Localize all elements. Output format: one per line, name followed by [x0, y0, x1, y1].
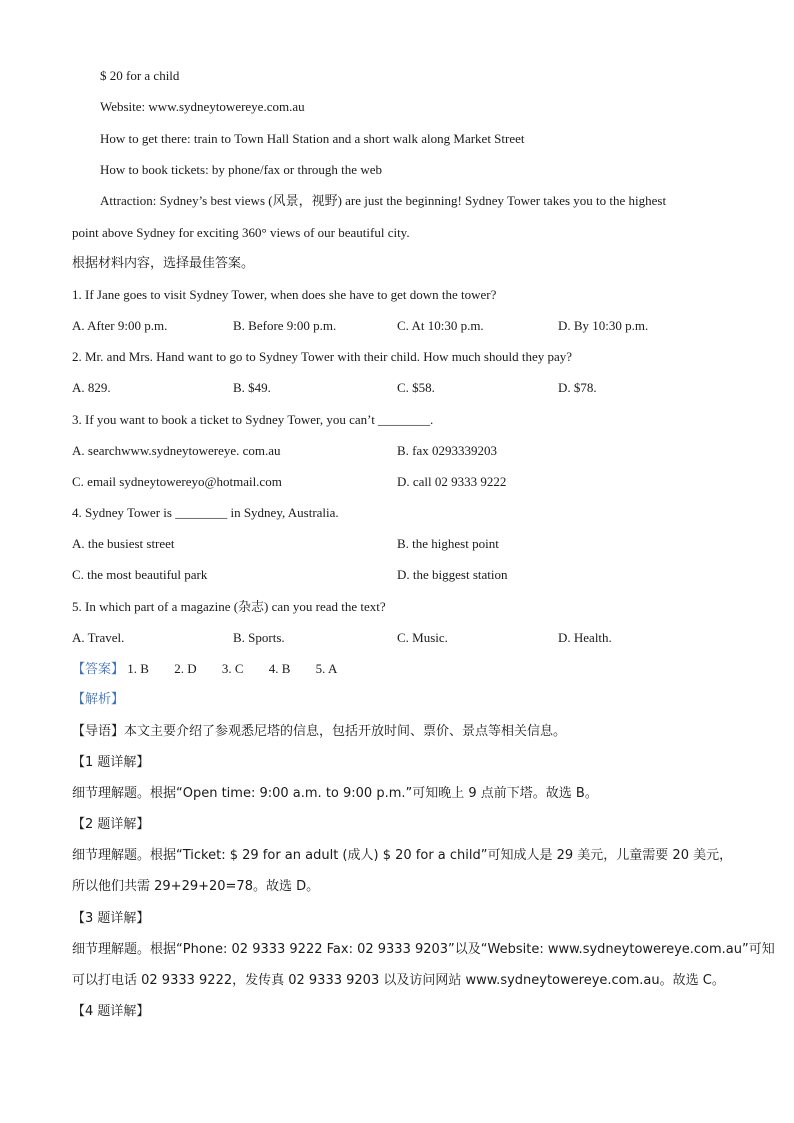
option: B. Before 9:00 p.m.: [233, 318, 337, 333]
answer: 2. D: [174, 661, 197, 676]
question-stem: 2. Mr. and Mrs. Hand want to go to Sydney Tower with their child. How much should they pay?: [72, 349, 573, 364]
detail-label: 【4 题详解】: [72, 1004, 150, 1019]
detail-text: 可以打电话 02 9333 9222，发传真 02 9333 9203 以及访问网站 www.sydneytowereye.com.au。故选 C。: [72, 973, 725, 988]
answer: 5. A: [315, 661, 338, 676]
passage-line: Website: www.sydneytowereye.com.au: [100, 99, 305, 114]
passage-line: How to book tickets: by phone/fax or through the web: [100, 162, 382, 177]
option-row: [72, 566, 772, 584]
option-row: [72, 629, 772, 647]
passage-line: $ 20 for a child: [100, 68, 180, 83]
detail-text: 所以他们共需 29+29+20=78。故选 D。: [72, 879, 320, 894]
answer: 3. C: [221, 661, 244, 676]
guide-text: 【导语】本文主要介绍了参观悉尼塔的信息，包括开放时间、票价、景点等相关信息。: [72, 724, 567, 739]
instruction: 根据材料内容，选择最佳答案。: [72, 256, 255, 271]
answer-label: 【答案】: [72, 662, 125, 677]
passage-line: point above Sydney for exciting 360° views of our beautiful city.: [72, 225, 410, 240]
option: B. the highest point: [397, 536, 499, 551]
question-stem: 1. If Jane goes to visit Sydney Tower, when does she have to get down the tower?: [72, 287, 497, 302]
option: C. Music.: [397, 630, 448, 645]
option: A. 829.: [72, 380, 111, 395]
option: B. fax 0293339203: [397, 443, 498, 458]
option: C. the most beautiful park: [72, 567, 208, 582]
detail-text: 细节理解题。根据“Phone: 02 9333 9222 Fax: 02 9333 9203”以及“Website: www.sydneytowereye.com.au”可知: [72, 942, 775, 957]
detail-text: 细节理解题。根据“Ticket: $ 29 for an adult (成人) $ 20 for a child”可知成人是 29 美元，儿童需要 20 美元，: [72, 848, 733, 863]
option: A. searchwww.sydneytowereye. com.au: [72, 443, 281, 458]
option: B. $49.: [233, 380, 271, 395]
answer-row: [72, 660, 359, 679]
option: A. After 9:00 p.m.: [72, 318, 168, 333]
question-stem: 5. In which part of a magazine (杂志) can you read the text?: [72, 599, 386, 614]
detail-label: 【1 题详解】: [72, 755, 150, 770]
detail-label: 【2 题详解】: [72, 817, 150, 832]
option: C. At 10:30 p.m.: [397, 318, 484, 333]
option: B. Sports.: [233, 630, 285, 645]
option: A. Travel.: [72, 630, 125, 645]
option-row: [72, 535, 772, 553]
option-row: [72, 379, 772, 397]
option-row: [72, 473, 772, 491]
option: D. By 10:30 p.m.: [558, 318, 649, 333]
option: D. the biggest station: [397, 567, 508, 582]
detail-label: 【3 题详解】: [72, 911, 150, 926]
option: A. the busiest street: [72, 536, 175, 551]
option: D. $78.: [558, 380, 597, 395]
answer: 1. B: [127, 661, 149, 676]
question-stem: 4. Sydney Tower is ________ in Sydney, Australia.: [72, 505, 339, 520]
passage-line: How to get there: train to Town Hall Station and a short walk along Market Street: [100, 131, 525, 146]
option: D. Health.: [558, 630, 612, 645]
option-row: [72, 317, 772, 335]
option: D. call 02 9333 9222: [397, 474, 507, 489]
analysis-label: 【解析】: [72, 692, 125, 707]
question-stem: 3. If you want to book a ticket to Sydney Tower, you can’t ________.: [72, 412, 434, 427]
option: C. $58.: [397, 380, 435, 395]
option-row: [72, 442, 772, 460]
passage-line: Attraction: Sydney’s best views (风景，视野) are just the beginning! Sydney Tower takes you to the highest: [100, 193, 667, 208]
detail-text: 细节理解题。根据“Open time: 9:00 a.m. to 9:00 p.m.”可知晚上 9 点前下塔。故选 B。: [72, 786, 598, 801]
answer: 4. B: [268, 661, 291, 676]
option: C. email sydneytowereyo@hotmail.com: [72, 474, 282, 489]
